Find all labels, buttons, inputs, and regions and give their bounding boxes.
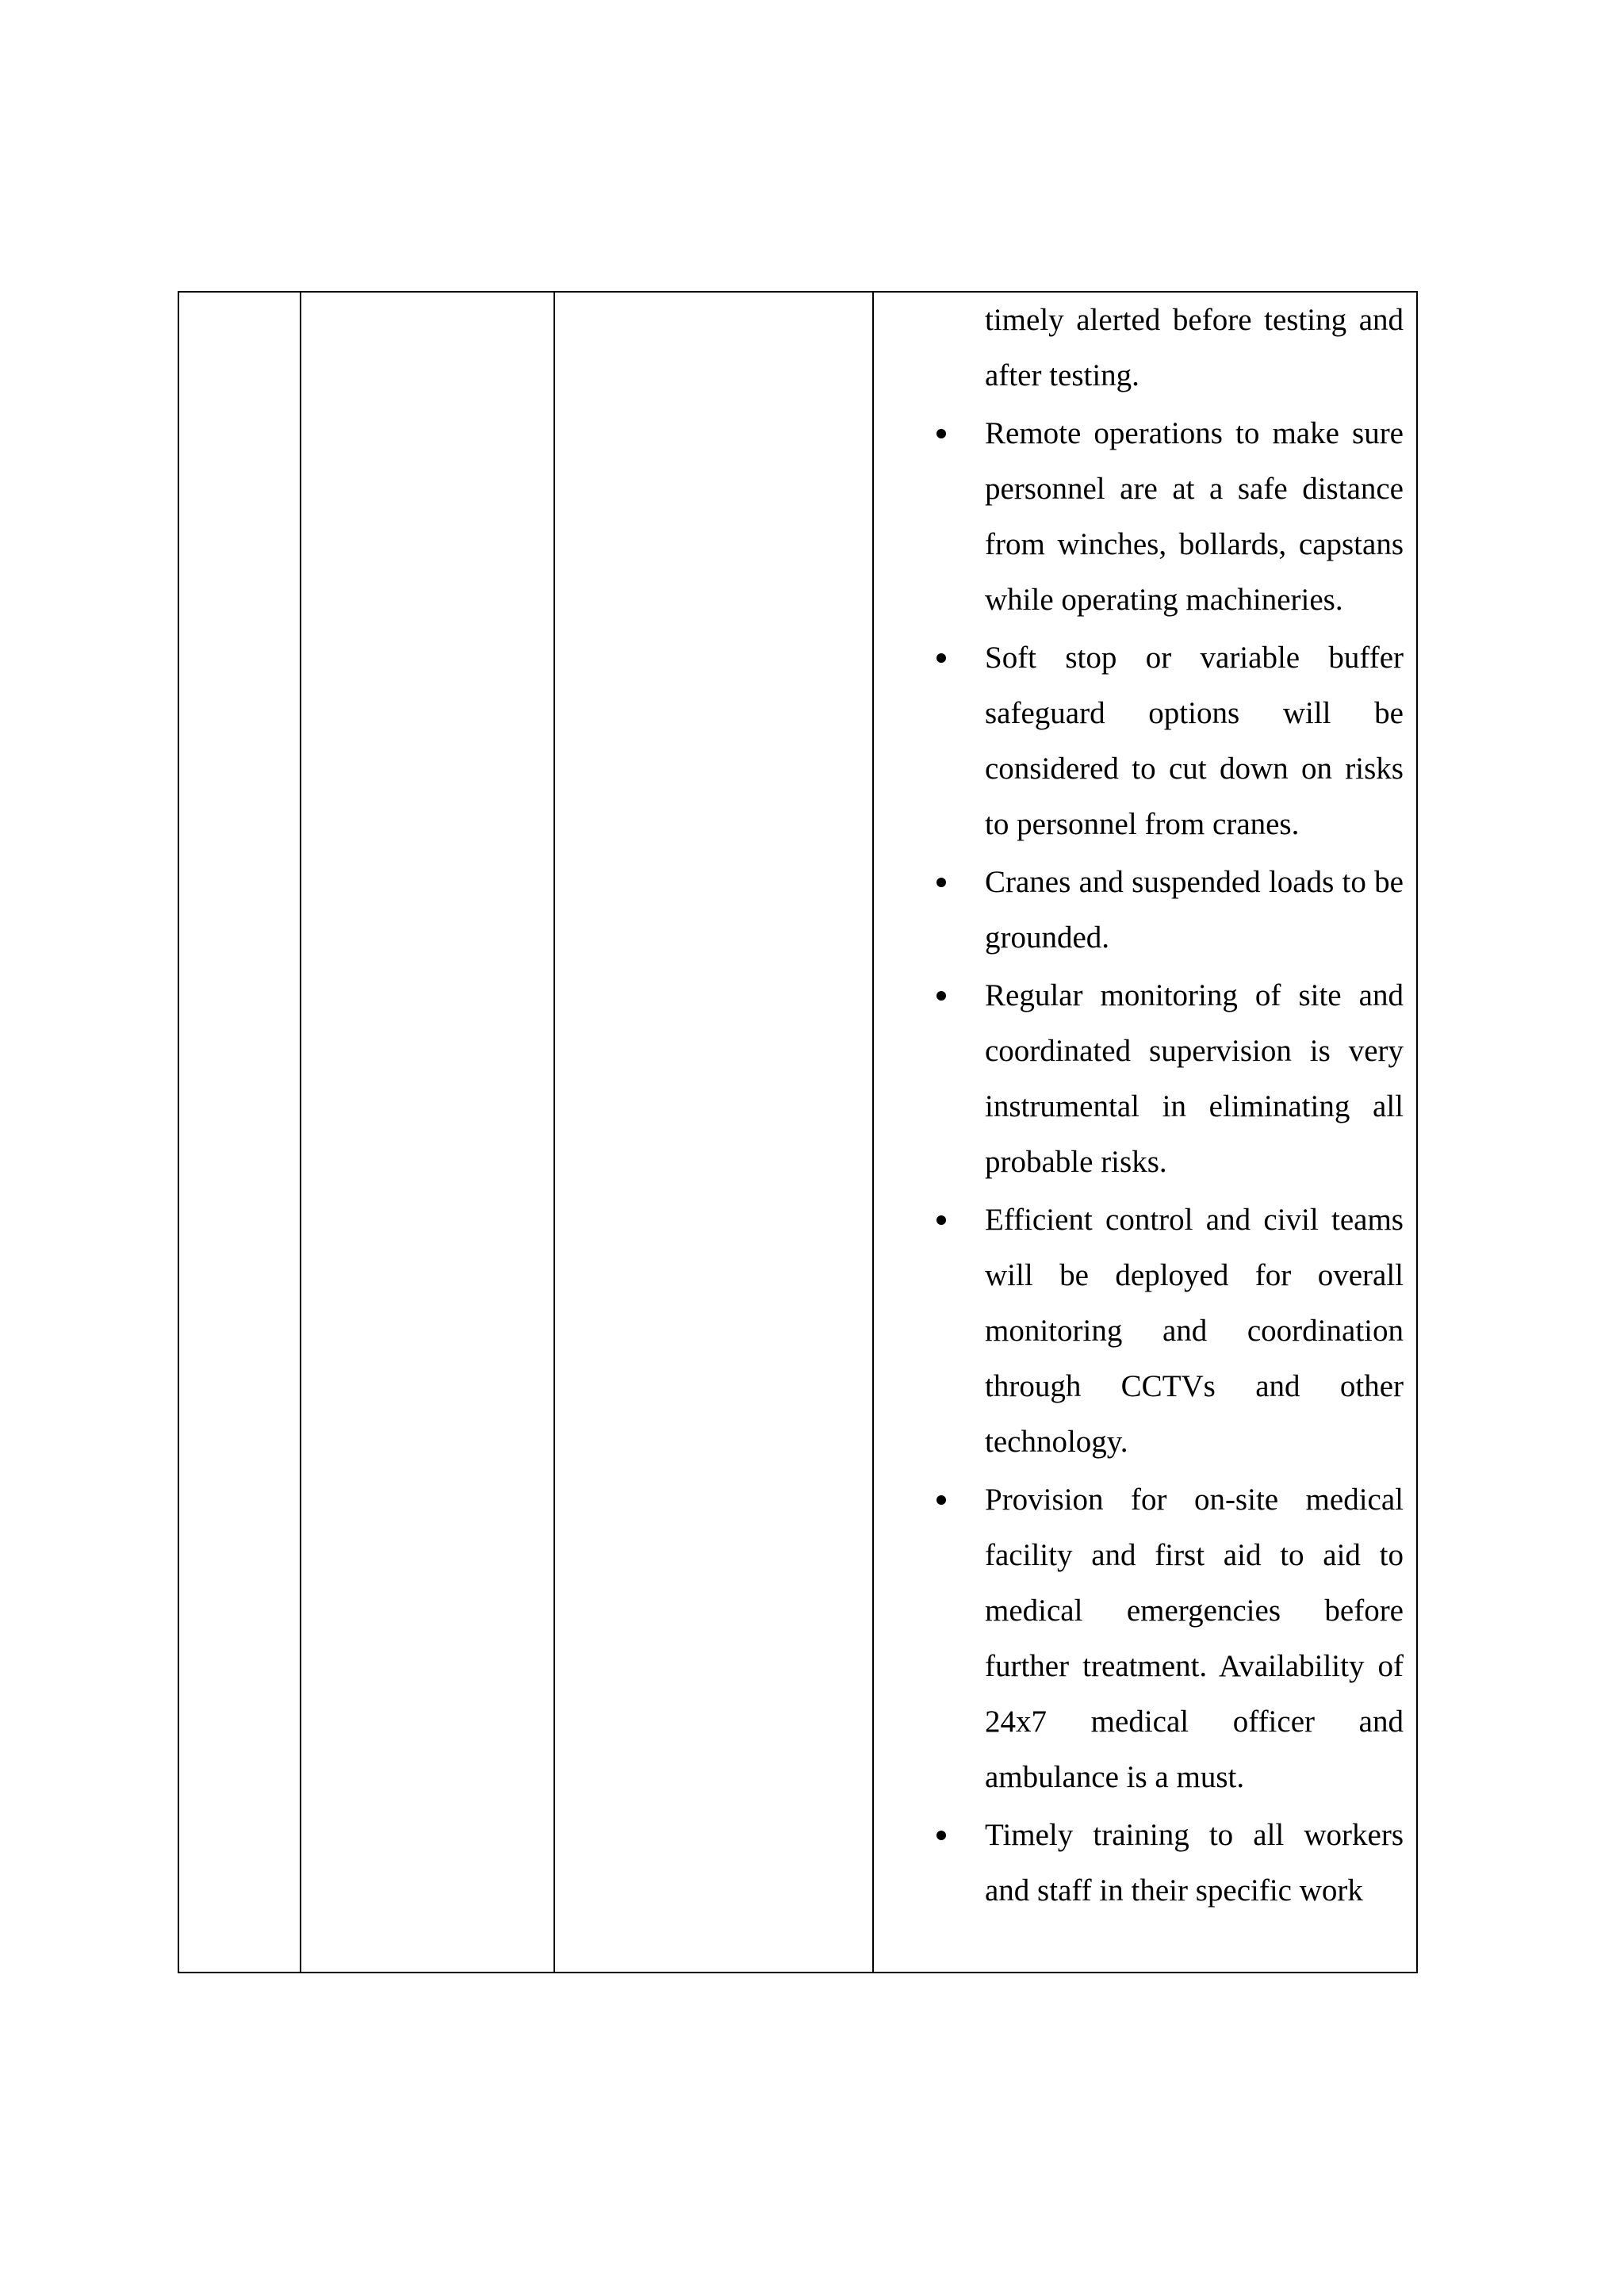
bullet-icon	[936, 1831, 946, 1840]
list-item	[985, 406, 1404, 628]
measures-cell-content	[874, 293, 1416, 1972]
list-item	[985, 630, 1404, 852]
bullet-text: Regular monitoring of site and coordinated supervision is very instrumental in eliminating all probable risks.	[985, 978, 1404, 1179]
bullet-icon	[936, 878, 946, 887]
table-cell-measures	[873, 292, 1417, 1973]
mitigation-table	[178, 291, 1418, 1973]
continuation-text: timely alerted before testing and after testing.	[985, 303, 1404, 392]
list-item	[985, 1808, 1404, 1919]
list-item	[985, 1192, 1404, 1470]
bullet-text: Soft stop or variable buffer safeguard options will be considered to cut down on risks to personnel from cranes.	[985, 641, 1404, 841]
list-item	[985, 968, 1404, 1190]
bullet-text: Remote operations to make sure personnel are at a safe distance from winches, bollards, capstans while operating machineries.	[985, 416, 1404, 617]
bullet-icon	[936, 1215, 946, 1225]
bullet-icon	[936, 429, 946, 438]
table-cell-col2	[301, 292, 554, 1973]
bullet-text: Timely training to all workers and staff in their specific work	[985, 1818, 1404, 1908]
bullet-icon	[936, 1495, 946, 1505]
list-item	[985, 1472, 1404, 1805]
bullet-text: Provision for on-site medical facility and first aid to aid to medical emergencies before further treatment. Availability of 24x7 medical officer and ambulance is a must.	[985, 1483, 1404, 1794]
bullet-icon	[936, 991, 946, 1001]
bullet-icon	[936, 653, 946, 663]
bullet-text: Efficient control and civil teams will be deployed for overall monitoring and coordination through CCTVs and other technology.	[985, 1203, 1404, 1459]
table-row	[178, 292, 1417, 1973]
measures-bullet-list	[985, 406, 1404, 1919]
table-cell-col3	[554, 292, 873, 1973]
list-item	[985, 855, 1404, 966]
bullet-text: Cranes and suspended loads to be grounded.	[985, 865, 1404, 955]
table-cell-col1	[178, 292, 301, 1973]
measures-text-block	[985, 293, 1404, 1921]
